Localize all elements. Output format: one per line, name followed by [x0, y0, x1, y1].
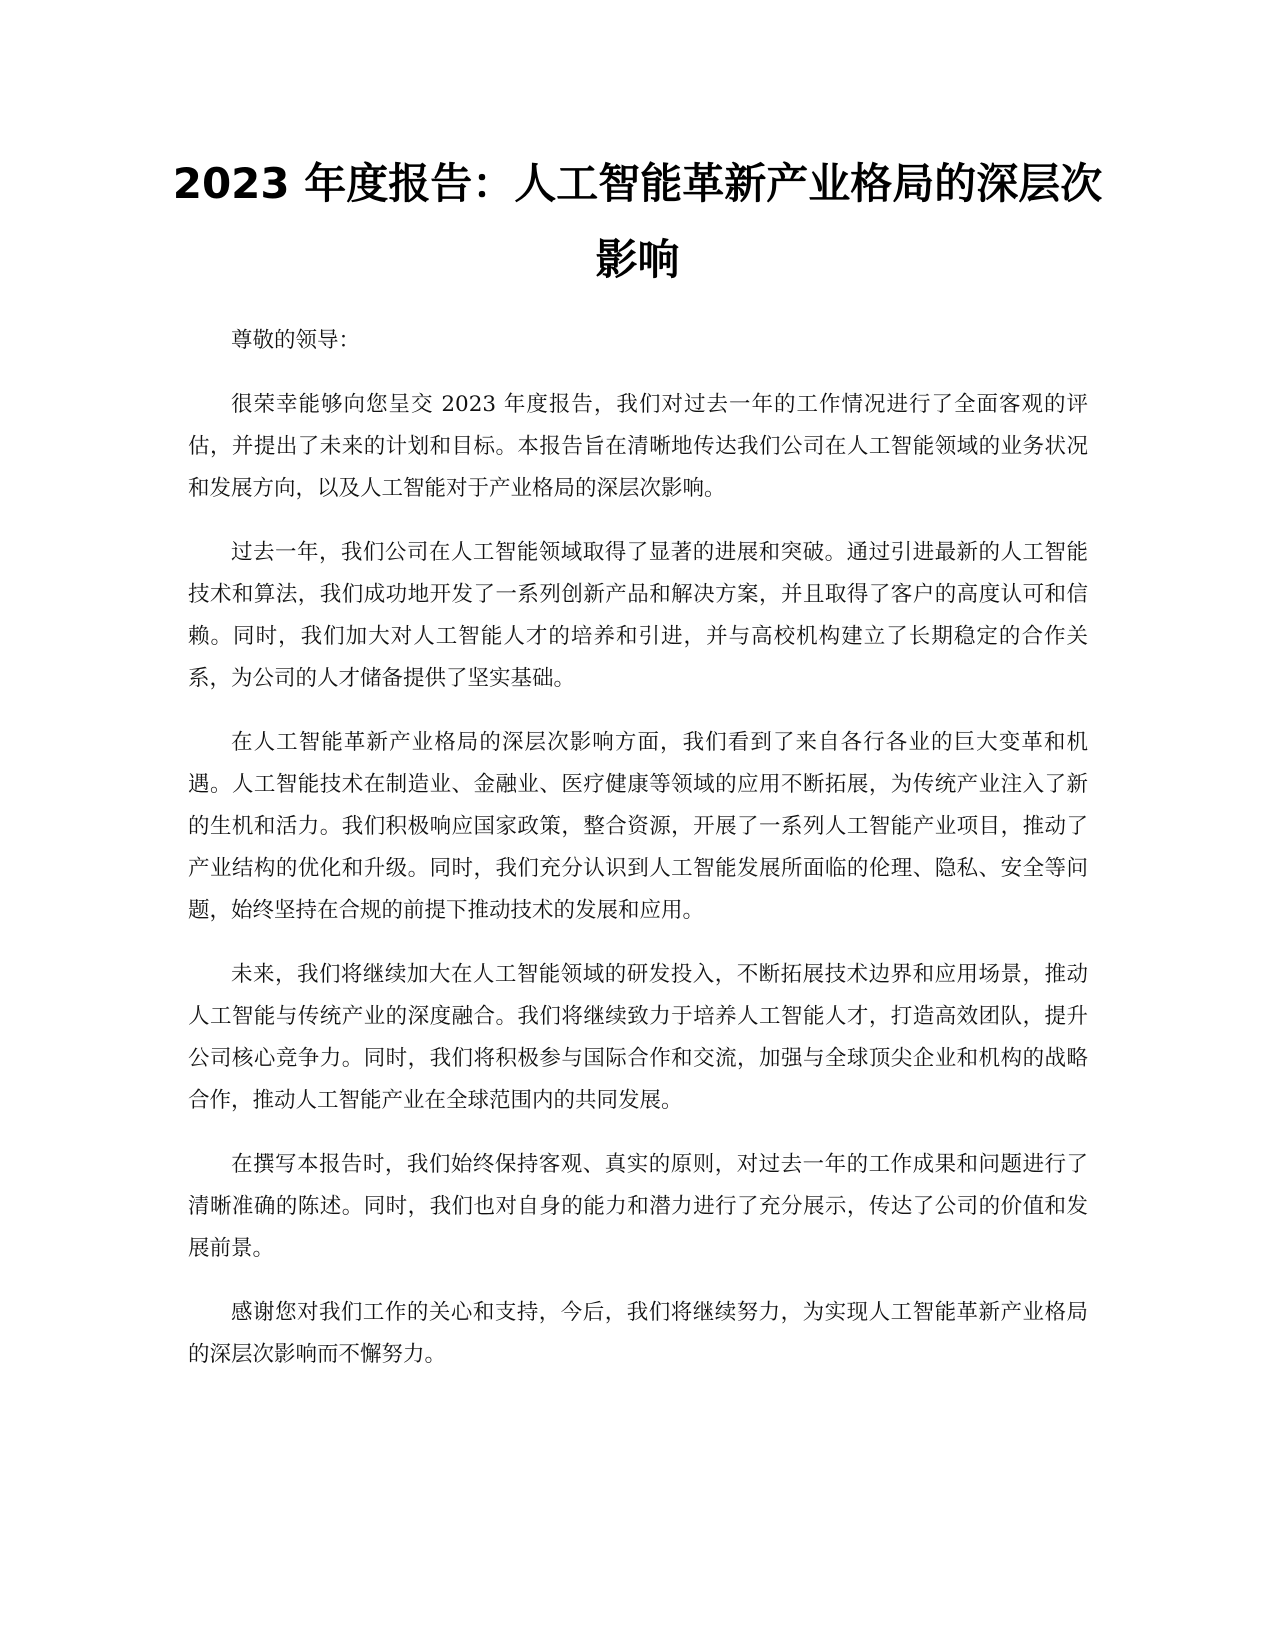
paragraph-past-year: 过去一年，我们公司在人工智能领域取得了显著的进展和突破。通过引进最新的人工智能技术和算法，我们成功地开发了一系列创新产品和解决方案，并且取得了客户的高度认可和信赖。同时，我们加大对人工智能人才的培养和引进，并与高校机构建立了长期稳定的合作关系，为公司的人才储备提供了坚实基础。	[188, 540, 1088, 691]
document-body	[188, 320, 1088, 1398]
paragraph-industry-impact: 在人工智能革新产业格局的深层次影响方面，我们看到了来自各行各业的巨大变革和机遇。人工智能技术在制造业、金融业、医疗健康等领域的应用不断拓展，为传统产业注入了新的生机和活力。我们积极响应国家政策，整合资源，开展了一系列人工智能产业项目，推动了产业结构的优化和升级。同时，我们充分认识到人工智能发展所面临的伦理、隐私、安全等问题，始终坚持在合规的前提下推动技术的发展和应用。	[188, 730, 1088, 923]
document-title: 2023 年度报告：人工智能革新产业格局的深层次影响	[172, 159, 1103, 284]
paragraph-intro: 很荣幸能够向您呈交 2023 年度报告，我们对过去一年的工作情况进行了全面客观的评估，并提出了未来的计划和目标。本报告旨在清晰地传达我们公司在人工智能领域的业务状况和发展方向，以及人工智能对于产业格局的深层次影响。	[188, 392, 1088, 501]
paragraph-writing-principles: 在撰写本报告时，我们始终保持客观、真实的原则，对过去一年的工作成果和问题进行了清晰准确的陈述。同时，我们也对自身的能力和潜力进行了充分展示，传达了公司的价值和发展前景。	[188, 1152, 1088, 1261]
paragraph-future: 未来，我们将继续加大在人工智能领域的研发投入，不断拓展技术边界和应用场景，推动人工智能与传统产业的深度融合。我们将继续致力于培养人工智能人才，打造高效团队，提升公司核心竞争力。同时，我们将积极参与国际合作和交流，加强与全球顶尖企业和机构的战略合作，推动人工智能产业在全球范围内的共同发展。	[188, 962, 1088, 1113]
salutation: 尊敬的领导：	[231, 328, 361, 353]
paragraph-closing: 感谢您对我们工作的关心和支持，今后，我们将继续努力，为实现人工智能革新产业格局的深层次影响而不懈努力。	[188, 1300, 1088, 1367]
